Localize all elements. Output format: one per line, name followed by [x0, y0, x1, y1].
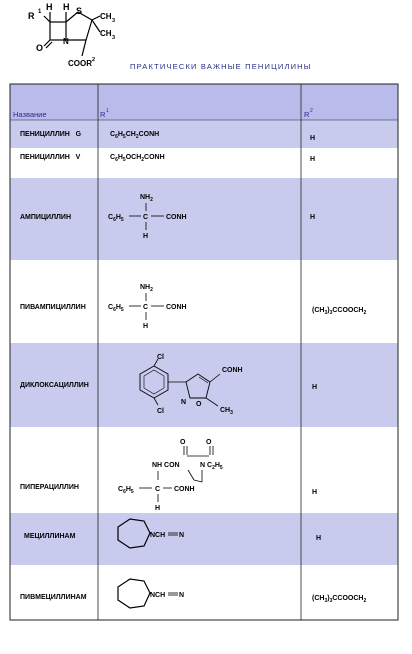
col-header-r2: R — [304, 110, 310, 119]
svg-text:C6H5: $C_6H_5$ — [108, 214, 124, 223]
col-header-name: Название — [13, 110, 47, 119]
r1-penicillin-v — [110, 154, 165, 163]
row-name-5: ДИКЛОКСАЦИЛЛИН — [20, 382, 89, 389]
core-h-right: H — [63, 2, 70, 12]
svg-text:NH2: $NH_2$ — [140, 284, 153, 293]
page-heading: ПРАКТИЧЕСКИ ВАЖНЫЕ ПЕНИЦИЛИНЫ — [130, 62, 312, 71]
core-nitrogen: N — [63, 37, 69, 46]
svg-text:C6H5OCH2CONH: $C_6H_5OCH_2CONH$ — [110, 154, 165, 163]
core-ch3-bottom-sub: 3 — [112, 35, 116, 41]
svg-text:CH3: $CH_3$ — [220, 407, 233, 416]
svg-text:N: N — [179, 592, 185, 599]
svg-text:C6H5CH2CONH: $C_6H_5CH_2CONH$ — [110, 131, 160, 140]
svg-text:O: O — [206, 439, 212, 446]
core-r1-sup: 1 — [38, 9, 42, 15]
core-ch3-top: CH — [100, 12, 112, 21]
col-header-r1-sup: 1 — [106, 108, 109, 114]
core-h-left: H — [46, 2, 53, 12]
row-r2-1: H — [310, 135, 316, 142]
svg-text:CONH: CONH — [174, 486, 195, 493]
svg-text:C: C — [143, 214, 149, 221]
col-header-r2-sup: 2 — [310, 108, 313, 114]
r1-pivmecillinam — [118, 579, 184, 608]
svg-text:CONH: CONH — [222, 367, 243, 374]
svg-text:NCH: NCH — [150, 532, 166, 539]
svg-text:C: C — [143, 304, 149, 311]
svg-text:N C2H5: N $C_2H_5$ — [200, 462, 223, 471]
row-name-1: ПЕНИЦИЛЛИН G — [20, 131, 82, 138]
svg-text:Cl: Cl — [157, 354, 164, 361]
row-r2-6: H — [312, 489, 318, 496]
row-r2-5: H — [312, 384, 318, 391]
svg-text:NCH: NCH — [150, 592, 166, 599]
col-header-r1: R — [100, 110, 106, 119]
svg-text:N: N — [179, 532, 185, 539]
svg-text:(CH3)3CCOOCH2: $(CH_3)_3CCOOCH_2$ — [312, 307, 367, 316]
svg-text:NH2: $NH_2$ — [140, 194, 153, 203]
row-name-4: ПИВАМПИЦИЛЛИН — [20, 304, 86, 311]
row-name-3: АМПИЦИЛЛИН — [20, 214, 72, 221]
row-r2-8 — [312, 595, 366, 604]
svg-text:O: O — [180, 439, 186, 446]
svg-text:(CH3)3CCOOCH2: $(CH_3)_3CCOOCH_2$ — [312, 595, 367, 604]
svg-text:C: C — [155, 486, 161, 493]
core-sulfur: S — [76, 6, 83, 16]
svg-text:H: H — [143, 323, 149, 330]
core-ch3-bottom: CH — [100, 29, 112, 38]
svg-text:NH CON: NH CON — [152, 462, 180, 469]
core-ch3-top-sub: 3 — [112, 18, 116, 24]
core-coor: COOR — [68, 59, 92, 68]
svg-text:H: H — [155, 505, 161, 512]
svg-text:C6H5: $C_6H_5$ — [118, 486, 134, 495]
svg-text:H: H — [143, 233, 149, 240]
row-r2-2: H — [310, 156, 316, 163]
svg-text:N: N — [181, 399, 187, 406]
table-header-band — [10, 84, 398, 120]
row-r2-4 — [312, 307, 366, 316]
core-r1-label: R — [28, 11, 35, 21]
r1-pivampicillin — [108, 284, 187, 330]
row-name-2: ПЕНИЦИЛЛИН V — [20, 154, 81, 161]
row-name-7: МЕЦИЛЛИНАМ — [24, 533, 76, 540]
svg-text:C6H5: $C_6H_5$ — [108, 304, 124, 313]
core-coor-sup: 2 — [92, 57, 96, 63]
row-r2-7: H — [316, 535, 322, 542]
core-oxygen: O — [36, 43, 44, 53]
svg-text:CONH: CONH — [166, 304, 187, 311]
svg-text:CONH: CONH — [166, 214, 187, 221]
row-name-6: ПИПЕРАЦИЛЛИН — [20, 484, 79, 491]
svg-text:O: O — [196, 401, 202, 408]
row-r2-3: H — [310, 214, 316, 221]
r1-piperacillin — [118, 439, 223, 512]
row-name-8: ПИВМЕЦИЛЛИНАМ — [20, 594, 87, 601]
svg-text:Cl: Cl — [157, 408, 164, 415]
